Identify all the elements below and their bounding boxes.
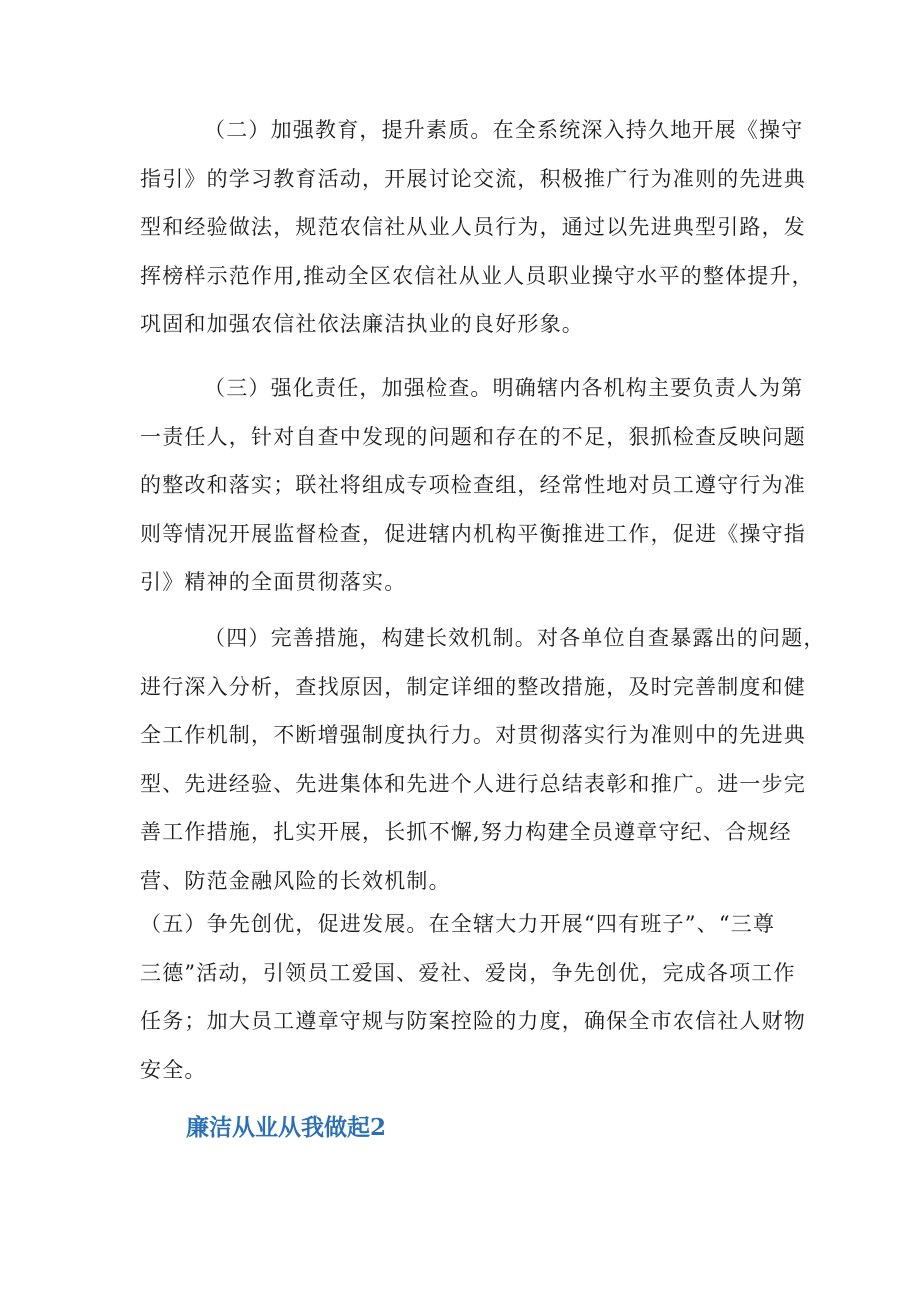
paragraph-strive-excellence — [140, 900, 806, 1094]
paragraph-line: 安全。 — [140, 1057, 207, 1082]
paragraph-line: 进行深入分析，查找原因，制定详细的整改措施，及时完善制度和健 — [140, 674, 806, 699]
paragraph-line: （二）加强教育，提升素质。在全系统深入持久地开展《操守 — [204, 118, 804, 142]
paragraph-line: 挥榜样示范作用,推动全区农信社从业人员职业操守水平的整体提升， — [140, 263, 814, 288]
paragraph-line: 三德”活动，引领员工爱国、爱社、爱岗，争先创优，完成各项工作 — [140, 960, 796, 985]
paragraph-line: （三）强化责任，加强检查。明确辖内各机构主要负责人为第 — [204, 376, 804, 400]
paragraph-strengthen-education — [140, 106, 814, 349]
section-heading: 廉洁从业从我做起2 — [186, 1114, 387, 1141]
paragraph-improve-measures — [140, 614, 826, 906]
paragraph-line: 的整改和落实；联社将组成专项检查组，经常性地对员工遵守行为准 — [140, 473, 806, 498]
paragraph-line: 营、防范金融风险的长效机制。 — [140, 868, 451, 893]
paragraph-line: 善工作措施，扎实开展，长抓不懈,努力构建全员遵章守纪、合规经 — [140, 820, 792, 845]
paragraph-line: 型和经验做法，规范农信社从业人员行为，通过以先进典型引路，发 — [140, 215, 806, 240]
paragraph-line: 引》精神的全面贯彻落实。 — [140, 570, 407, 595]
paragraph-line: 一责任人，针对自查中发现的问题和存在的不足，狠抓检查反映问题 — [140, 424, 806, 449]
paragraph-line: （四）完善措施，构建长效机制。对各单位自查暴露出的问题， — [204, 626, 826, 650]
paragraph-line: 任务；加大员工遵章守规与防案控险的力度，确保全市农信社人财物 — [140, 1009, 806, 1034]
paragraph-line: （五）争先创优，促进发展。在全辖大力开展“四有班子”、“三尊 — [140, 912, 776, 936]
paragraph-line: 则等情况开展监督检查，促进辖内机构平衡推进工作，促进《操守指 — [140, 521, 806, 546]
paragraph-line: 巩固和加强农信社依法廉洁执业的良好形象。 — [140, 312, 584, 337]
paragraph-strengthen-responsibility — [140, 364, 806, 607]
paragraph-line: 全工作机制，不断增强制度执行力。对贯彻落实行为准则中的先进典 — [140, 723, 806, 748]
paragraph-line: 指引》的学习教育活动，开展讨论交流，积极推广行为准则的先进典 — [140, 166, 806, 191]
paragraph-line: 型、先进经验、先进集体和先进个人进行总结表彰和推广。进一步完 — [140, 771, 806, 796]
